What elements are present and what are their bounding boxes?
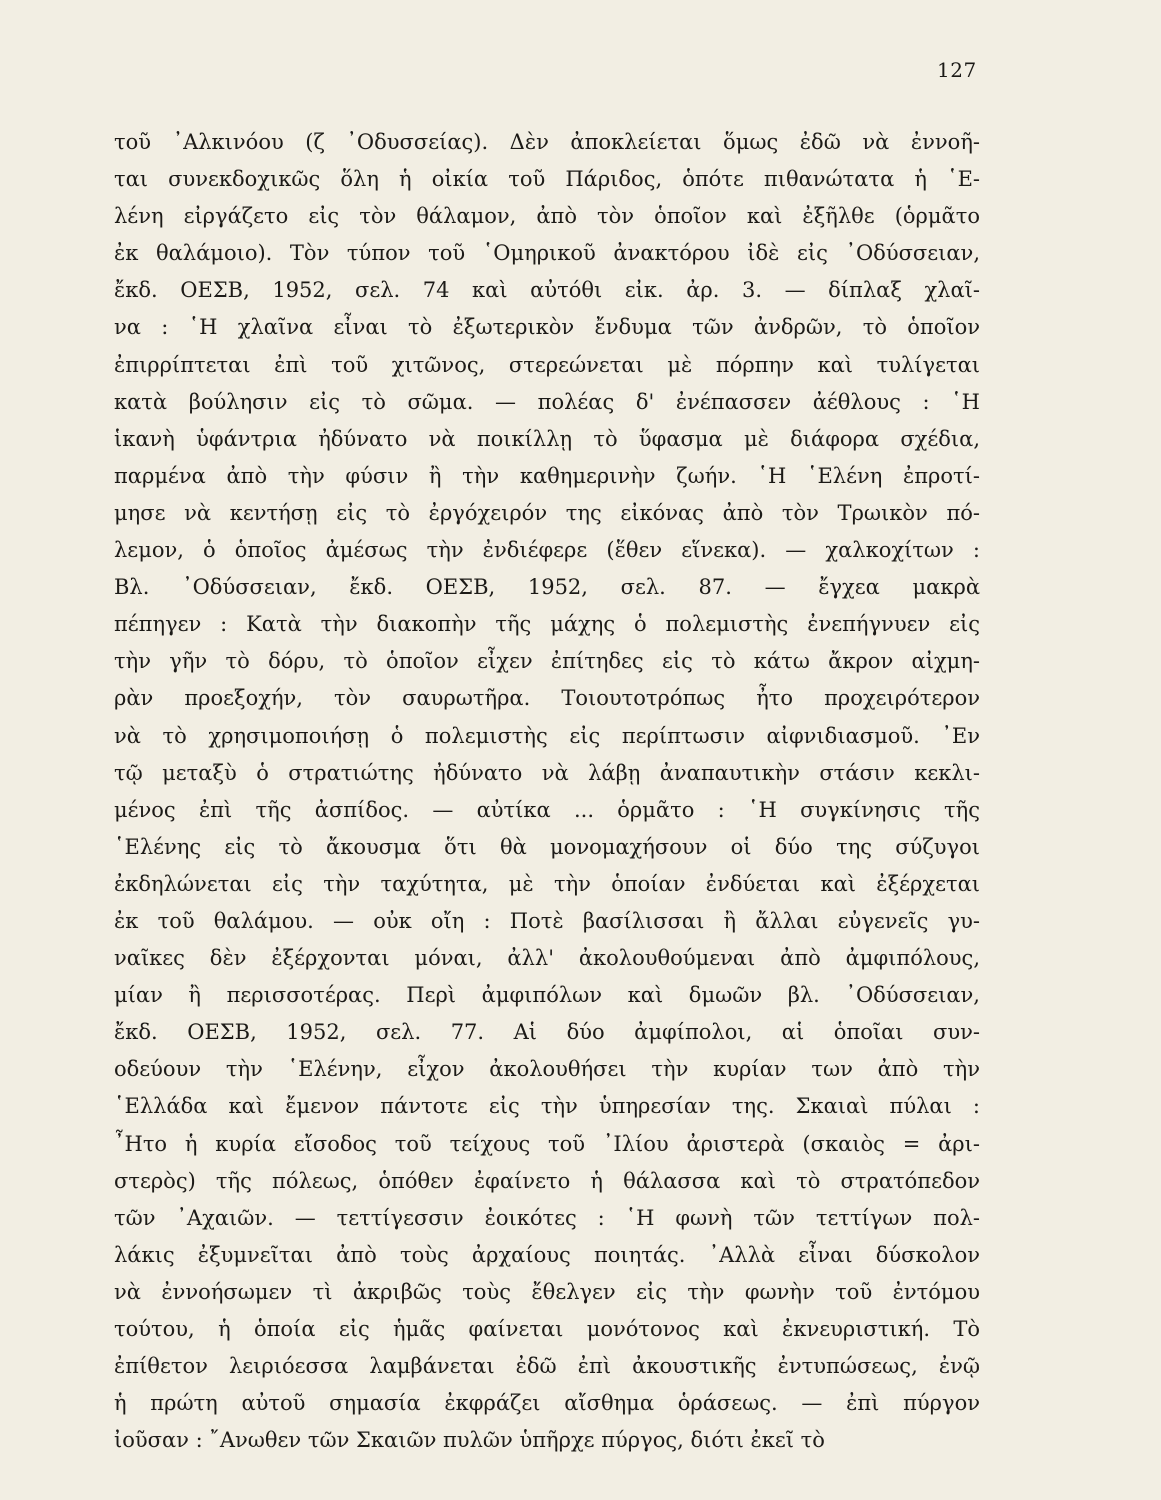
text-line: μένος ἐπὶ τῆς ἀσπίδος. — αὐτίκα ... ὁρμᾶτο : ῾Η συγκίνησις τῆς bbox=[114, 797, 980, 822]
text-line: τῷ μεταξὺ ὁ στρατιώτης ἠδύνατο νὰ λάβῃ ἀναπαυτικὴν στάσιν κεκλι- bbox=[114, 760, 980, 785]
text-line: λεμον, ὁ ὁποῖος ἀμέσως τὴν ἐνδιέφερε (ἕθεν εἵνεκα). — χαλκοχίτων : bbox=[114, 538, 980, 563]
text-line: στερὸς) τῆς πόλεως, ὁπόθεν ἐφαίνετο ἡ θάλασσα καὶ τὸ στρατόπεδον bbox=[114, 1168, 980, 1193]
text-line: ται συνεκδοχικῶς ὅλη ἡ οἰκία τοῦ Πάριδος, ὁπότε πιθανώτατα ἡ ῾Ε- bbox=[114, 167, 980, 192]
text-line: ῏Ητο ἡ κυρία εἴσοδος τοῦ τείχους τοῦ ᾿Ιλίου ἀριστερὰ (σκαιὸς = ἀρι- bbox=[114, 1131, 980, 1156]
text-line: να : ῾Η χλαῖνα εἶναι τὸ ἐξωτερικὸν ἔνδυμα τῶν ἀνδρῶν, τὸ ὁποῖον bbox=[114, 315, 980, 340]
text-line: μησε νὰ κεντήσῃ εἰς τὸ ἐργόχειρόν της εἰκόνας ἀπὸ τὸν Τρωικὸν πό- bbox=[114, 500, 980, 525]
commentary-text bbox=[114, 124, 980, 1459]
text-line: νὰ τὸ χρησιμοποιήσῃ ὁ πολεμιστὴς εἰς περίπτωσιν αἰφνιδιασμοῦ. ᾿Εν bbox=[114, 723, 980, 748]
text-line: λάκις ἐξυμνεῖται ἀπὸ τοὺς ἀρχαίους ποιητάς. ᾿Αλλὰ εἶναι δύσκολον bbox=[114, 1242, 980, 1267]
text-line: ἐπίθετον λειριόεσσα λαμβάνεται ἐδῶ ἐπὶ ἀκουστικῆς ἐντυπώσεως, ἐνῷ bbox=[114, 1354, 980, 1379]
text-line: ἔκδ. ΟΕΣΒ, 1952, σελ. 74 καὶ αὐτόθι εἰκ. ἀρ. 3. — δίπλαξ χλαῖ- bbox=[114, 278, 980, 303]
text-line: ῾Ελλάδα καὶ ἔμενον πάντοτε εἰς τὴν ὑπηρεσίαν της. Σκαιαὶ πύλαι : bbox=[114, 1094, 980, 1119]
text-line: Βλ. ᾿Οδύσσειαν, ἔκδ. ΟΕΣΒ, 1952, σελ. 87. — ἔγχεα μακρὰ bbox=[114, 575, 980, 600]
text-line: οδεύουν τὴν ῾Ελένην, εἶχον ἀκολουθήσει τὴν κυρίαν των ἀπὸ τὴν bbox=[114, 1057, 980, 1082]
text-line: παρμένα ἀπὸ τὴν φύσιν ἢ τὴν καθημερινὴν ζωήν. ῾Η ῾Ελένη ἐπροτί- bbox=[114, 463, 980, 488]
text-line: κατὰ βούλησιν εἰς τὸ σῶμα. — πολέας δ' ἐνέπασσεν ἀέθλους : ῾Η bbox=[114, 389, 980, 414]
text-line: ναῖκες δὲν ἐξέρχονται μόναι, ἀλλ' ἀκολουθούμεναι ἀπὸ ἀμφιπόλους, bbox=[114, 946, 980, 971]
text-line: τούτου, ἡ ὁποία εἰς ἡμᾶς φαίνεται μονότονος καὶ ἐκνευριστική. Τὸ bbox=[114, 1317, 980, 1341]
text-line: τῶν ᾿Αχαιῶν. — τεττίγεσσιν ἐοικότες : ῾Η φωνὴ τῶν τεττίγων πολ- bbox=[114, 1205, 980, 1230]
text-line: ἐκ τοῦ θαλάμου. — οὐκ οἴη : Ποτὲ βασίλισσαι ἢ ἄλλαι εὐγενεῖς γυ- bbox=[114, 908, 980, 933]
text-line: λένη εἰργάζετο εἰς τὸν θάλαμον, ἀπὸ τὸν ὁποῖον καὶ ἐξῆλθε (ὁρμᾶτο bbox=[114, 204, 980, 229]
text-line: πέπηγεν : Κατὰ τὴν διακοπὴν τῆς μάχης ὁ πολεμιστὴς ἐνεπήγνυεν εἰς bbox=[114, 612, 980, 637]
page-number: 127 bbox=[937, 58, 977, 82]
text-line: ἐπιρρίπτεται ἐπὶ τοῦ χιτῶνος, στερεώνεται μὲ πόρπην καὶ τυλίγεται bbox=[114, 352, 980, 377]
text-line: ῾Ελένης εἰς τὸ ἄκουσμα ὅτι θὰ μονομαχήσουν οἱ δύο της σύζυγοι bbox=[114, 834, 980, 859]
text-line: ἰοῦσαν : ῎Ανωθεν τῶν Σκαιῶν πυλῶν ὑπῆρχε πύργος, διότι ἐκεῖ τὸ bbox=[114, 1428, 825, 1453]
text-line: ἱκανὴ ὑφάντρια ἠδύνατο νὰ ποικίλλῃ τὸ ὕφασμα μὲ διάφορα σχέδια, bbox=[114, 426, 980, 451]
text-line: τὴν γῆν τὸ δόρυ, τὸ ὁποῖον εἶχεν ἐπίτηδες εἰς τὸ κάτω ἄκρον αἰχμη- bbox=[114, 649, 980, 674]
text-line: ἔκδ. ΟΕΣΒ, 1952, σελ. 77. Αἱ δύο ἀμφίπολοι, αἱ ὁποῖαι συν- bbox=[114, 1020, 980, 1045]
text-line: νὰ ἐννοήσωμεν τὶ ἀκριβῶς τοὺς ἔθελγεν εἰς τὴν φωνὴν τοῦ ἐντόμου bbox=[114, 1279, 980, 1304]
text-line: ἡ πρώτη αὐτοῦ σημασία ἐκφράζει αἴσθημα ὁράσεως. — ἐπὶ πύργον bbox=[114, 1391, 980, 1416]
text-line: ἐκ θαλάμοιο). Τὸν τύπον τοῦ ῾Ομηρικοῦ ἀνακτόρου ἰδὲ εἰς ᾿Οδύσσειαν, bbox=[114, 241, 980, 266]
text-line: τοῦ ᾿Αλκινόου (ζ ᾿Οδυσσείας). Δὲν ἀποκλείεται ὅμως ἐδῶ νὰ ἐννοῆ- bbox=[114, 130, 980, 154]
text-line: ἐκδηλώνεται εἰς τὴν ταχύτητα, μὲ τὴν ὁποίαν ἐνδύεται καὶ ἐξέρχεται bbox=[114, 871, 980, 896]
text-line: μίαν ἢ περισσοτέρας. Περὶ ἀμφιπόλων καὶ δμωῶν βλ. ᾿Οδύσσειαν, bbox=[114, 983, 980, 1008]
text-line: ρὰν προεξοχήν, τὸν σαυρωτῆρα. Τοιουτοτρόπως ἦτο προχειρότερον bbox=[114, 686, 980, 711]
